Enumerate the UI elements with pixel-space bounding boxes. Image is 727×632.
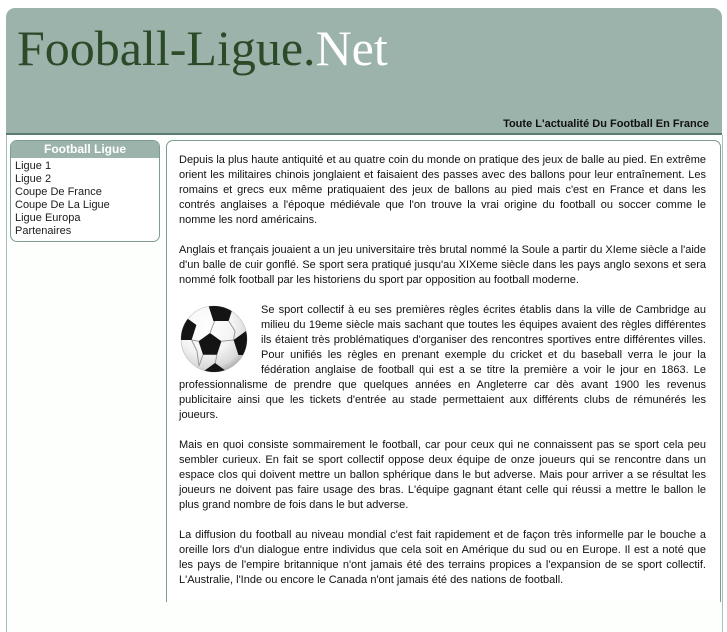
site-logo-main: Fooball-Ligue. [17,20,316,76]
paragraph-text: Mais en quoi consiste sommairement le football, car pour ceux qui ne connaissent pas se sport cela peu sembler curieux. En fait se sport collectif oppose deux équipe de onze joueurs qui se rencontre dans un espace clos qui doivent mettre un ballon sphérique dans le but adverse. Mais pour arriver a se résultat les joueurs ne doivent pas faire usage des bras. L'équipe gagnant étant celle qui réussi a mettre le ballon le plus grand nombre de fois dans le but adverse. [179,439,706,511]
sidebar-item-ligue-europa[interactable]: Ligue Europa [15,212,81,224]
sidebar-item-coupe-de-france[interactable]: Coupe De France [15,186,102,198]
paragraph-text: La diffusion du football au niveau mondial c'est fait rapidement et de façon très informelle par le bouche a oreille lors d'un dialogue entre individus que cela soit en Amérique du sud ou en Europe. Il est a noté que les pays de l'empire britannique n'ont jamais été des terrains propices a l'expansion de se sport collectif. L'Australie, l'Inde ou encore le Canada n'ont jamais été des nations de football. [179,529,706,586]
soccer-ball-icon [179,304,249,374]
page-body [6,135,723,632]
site-header [6,8,722,135]
article-paragraph [179,243,706,288]
sidebar-menu [10,140,160,242]
article-paragraph [179,438,706,513]
article-content [166,140,721,602]
paragraph-text: Anglais et français jouaient a un jeu universitaire très brutal nommé la Soule a partir du XIeme siècle a l'aide d'un balle de cuir gonflé. Se sport sera pratiqué jusqu'au XIXeme siècle dans les pays anglo sexons et sera nommé folk football par les historiens du sport par opposition au football moderne. [179,244,706,286]
paragraph-text: Depuis la plus haute antiquité et au quatre coin du monde on pratique des jeux de balle au pied. En extrême orient les militaires chinois jonglaient et faisaient des passes avec des ballons pour leur entraînement. Les romains et grecs eux même pratiquaient des jeux de ballons au pied mais c'est en France et dans les contrés anglaises a l'époque médiévale que l'on trouve la vrai origine du football ou soccer comme le nomme les nord américains. [179,154,706,226]
sidebar-menu-list [11,158,159,241]
sidebar-item-ligue-2[interactable]: Ligue 2 [15,173,52,185]
site-logo-accent: Net [315,20,388,76]
sidebar-menu-title: Football Ligue [11,141,159,158]
article-paragraph [179,528,706,588]
paragraph-text: Se sport collectif à eu ses premières règles écrites établis dans la ville de Cambridge au milieu du 19eme siècle mais sachant que toutes les équipes avaient des règles différentes ils étaient très problématiques d'organiser des rencontres sportives entre différentes villes. Pour unifiés les règles en prenant exemple du cricket et du baseball verra le jour la fédération anglaise de football qui est a se titre la première a voir le jour en 1863. Le professionnalisme de prendre que quelques années en Angleterre car dès avant 1900 les revenus publicitaire ainsi que les tickets d'entrée au stade permettaient aux différents clubs de rémunérés les joueurs. [179,304,706,421]
sidebar-item-ligue-1[interactable]: Ligue 1 [15,160,52,172]
site-logo [6,8,722,75]
article-paragraph [179,303,706,423]
sidebar-item-coupe-de-la-ligue[interactable]: Coupe De La Ligue [15,199,110,211]
article-paragraph [179,153,706,228]
sidebar-item-partenaires[interactable]: Partenaires [15,225,72,237]
site-tagline: Toute L'actualité Du Football En France [503,118,709,130]
